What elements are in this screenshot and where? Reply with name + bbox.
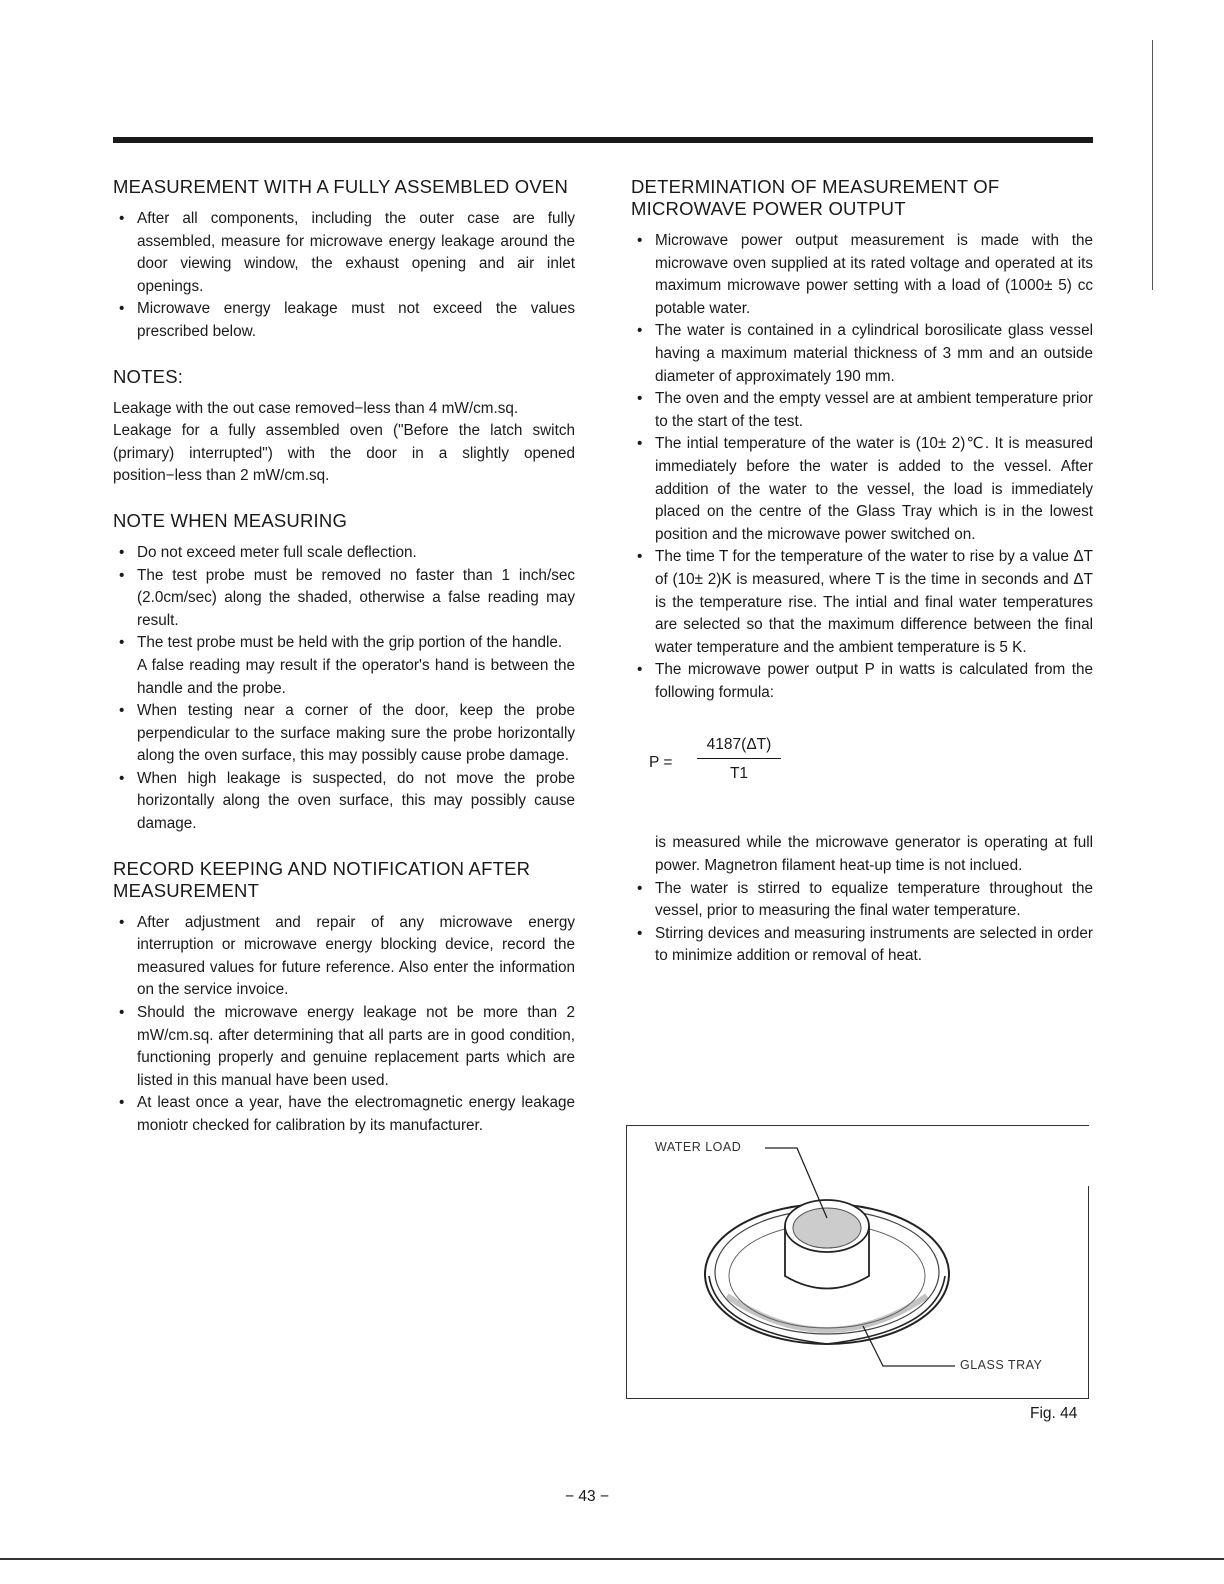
list-item: • The intial temperature of the water is (10± 2)℃. It is measured immediately before the water is added to the vessel. After addition of the water to the vessel, the load is immediately placed on the centre of the Glass Tray which is in the lowest position and the microwave power switched on. <box>637 435 1093 543</box>
bullet-list <box>631 832 1093 968</box>
glass-tray-shading <box>727 1296 927 1330</box>
list-item: • Should the microwave energy leakage not be more than 2 mW/cm.sq. after determining that all parts are in good condition, functioning properly and genuine replacement parts which are listed in this manual have been used. <box>119 1004 575 1089</box>
section-title: NOTE WHEN MEASURING <box>113 509 348 531</box>
list-item: • The oven and the empty vessel are at ambient temperature prior to the start of the test. <box>637 390 1093 430</box>
list-item-subtext: A false reading may result if the operator's hand is between the handle and the probe. <box>137 656 575 697</box>
list-item: • When testing near a corner of the door, keep the probe perpendicular to the surface making sure the probe horizontally along the oven surface, this may possibly cause probe damage. <box>119 702 575 765</box>
list-item: • Microwave power output measurement is made with the microwave oven supplied at its rated voltage and operated at its maximum microwave power setting with a load of (1000± 5) cc potable water. <box>637 232 1093 317</box>
section-note-when-measuring <box>113 510 575 836</box>
scan-edge-line <box>1152 40 1153 290</box>
power-formula <box>631 732 1093 808</box>
section-title: NOTES: <box>113 365 184 387</box>
bullet-list <box>113 542 575 836</box>
list-item: • The water is contained in a cylindrical borosilicate glass vessel having a maximum material thickness of 3 mm and an outside diameter of approximately 190 mm. <box>637 322 1093 385</box>
section-fully-assembled <box>113 176 575 344</box>
section-title: MEASUREMENT WITH A FULLY ASSEMBLED OVEN <box>113 176 568 197</box>
list-item: • After adjustment and repair of any microwave energy interruption or microwave energy blocking device, record the measured values for future reference. Also enter the information on the service invoice. <box>119 913 575 999</box>
section-notes <box>113 366 575 488</box>
list-item: • Microwave energy leakage must not exceed the values prescribed below. <box>119 300 575 340</box>
fraction-bar <box>697 758 781 759</box>
list-item: • After all components, including the outer case are fully assembled, measure for microwave energy leakage around the door viewing window, the exhaust opening and air inlet openings. <box>119 210 575 295</box>
list-item: • The time T for the temperature of the water to rise by a value ΔT of (10± 2)K is measured, where T is the time in seconds and ΔT is the temperature rise. The intial and final water temperatures are selected so that the maximum difference between the final water temperature and the ambient temperature is 5 K. <box>637 548 1093 656</box>
bullet-list <box>113 208 575 344</box>
page-number: − 43 − <box>565 1488 609 1505</box>
water-surface <box>793 1208 861 1248</box>
note-paragraph: Leakage with the out case removed−less than 4 mW/cm.sq. <box>113 399 519 417</box>
list-item: • The test probe must be held with the grip portion of the handle. A false reading may result if the operator's hand is between the handle and the probe. <box>113 632 575 700</box>
figure-water-load-diagram <box>626 1125 1089 1399</box>
note-paragraph: Leakage for a fully assembled oven ("Before the latch switch (primary) interrupted") with the door in a slightly opened position−less than 2 mW/cm.sq. <box>113 422 575 485</box>
list-item: • At least once a year, have the electromagnetic energy leakage moniotr checked for calibration by its manufacturer. <box>119 1094 575 1134</box>
glass-tray-label: GLASS TRAY <box>960 1358 1043 1372</box>
bullet-list <box>113 912 575 1138</box>
glass-tray-leader <box>863 1326 955 1366</box>
section-title: DETERMINATION OF MEASUREMENT OF MICROWAVE POWER OUTPUT <box>631 176 1000 219</box>
left-column <box>113 176 575 1160</box>
top-rule <box>113 137 1093 143</box>
formula-fraction <box>697 734 781 785</box>
bottom-rule <box>0 1558 1224 1560</box>
list-item: • The microwave power output P in watts is calculated from the following formula: <box>637 661 1093 701</box>
section-record-keeping <box>113 858 575 1138</box>
bullet-list <box>631 230 1093 704</box>
formula-numerator: 4187(ΔT) <box>706 736 772 754</box>
right-column <box>631 176 1093 968</box>
formula-denominator: T1 <box>729 765 749 783</box>
list-item: • When high leakage is suspected, do not move the probe horizontally along the oven surface, this may possibly cause damage. <box>119 769 575 833</box>
list-item: • Stirring devices and measuring instruments are selected in order to minimize addition or removal of heat. <box>637 924 1093 965</box>
water-load-label: WATER LOAD <box>655 1140 742 1154</box>
figure-caption: Fig. 44 <box>1030 1405 1078 1422</box>
section-title: RECORD KEEPING AND NOTIFICATION AFTER MEASUREMENT <box>113 857 531 901</box>
list-item: • The water is stirred to equalize temperature throughout the vessel, prior to measuring the final water temperature. <box>637 879 1093 920</box>
formula-lhs: P = <box>649 754 673 772</box>
list-item: • The test probe must be removed no faster than 1 inch/sec (2.0cm/sec) along the shaded, otherwise a false reading may result. <box>119 566 575 629</box>
list-item: • Do not exceed meter full scale deflection. <box>119 543 417 561</box>
continuation-text: is measured while the microwave generator is operating at full power. Magnetron filament heat-up time is not inclued. <box>655 834 1093 875</box>
